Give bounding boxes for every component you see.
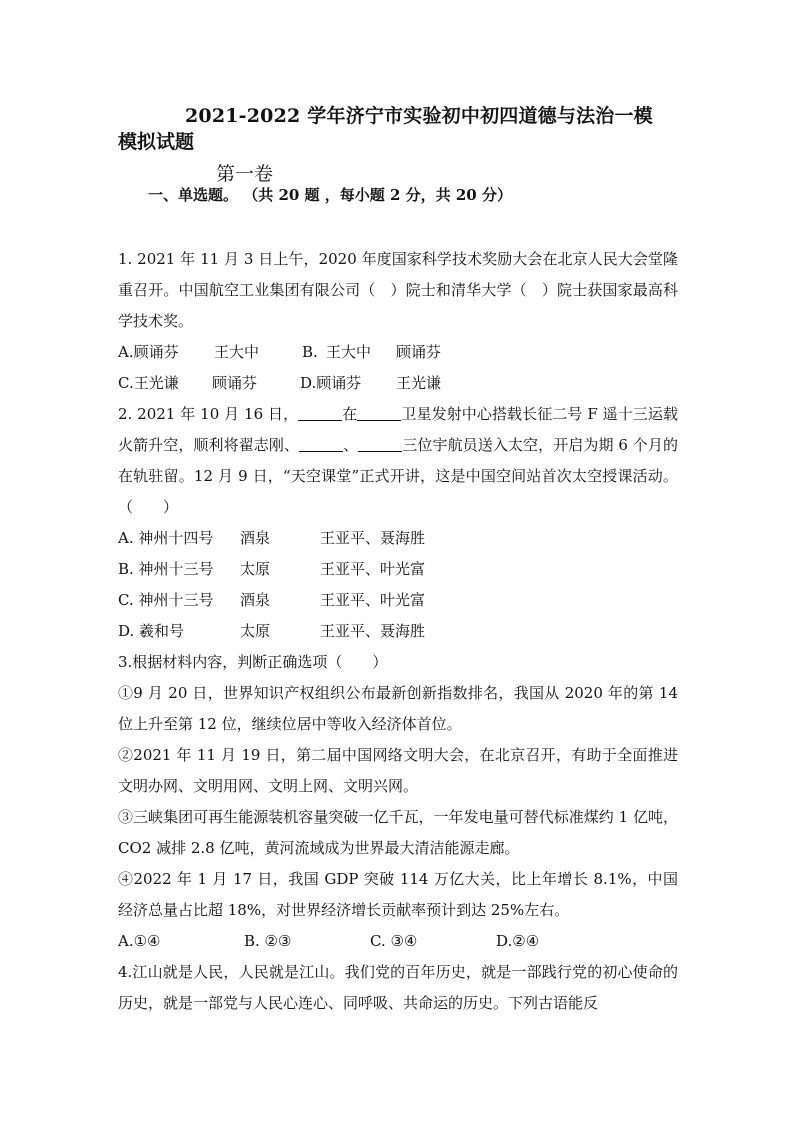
option-text: C. 神州十三号 [118, 591, 214, 609]
option-text: 王亚平、聂海胜 [320, 529, 426, 547]
exam-title-continued: 模拟试题 [118, 131, 195, 153]
question-4-stem: 4.江山就是人民，人民就是江山。我们党的百年历史，就是一部践行党的初心使命的历史，就是一部党与人民心连心、同呼吸、共命运的历史。下列古语能反 [118, 963, 678, 1012]
option-text: D.②④ [496, 932, 540, 950]
stem-part: 2. 2021 年 10 月 16 日， [118, 405, 299, 423]
stem-part: 卫星发射中心搭载长征二号 F 遥十三运载火箭升空，顺利将翟志刚、 [118, 405, 678, 454]
volume-heading: 第一卷 [216, 163, 274, 185]
question-3-options [118, 926, 678, 957]
option-text: A.①④ [118, 932, 161, 950]
option-text: B. ②③ [244, 932, 292, 950]
option-text: C.王光谦 [118, 374, 179, 392]
question-3-item-4: ④2022 年 1 月 17 日，我国 GDP 突破 114 万亿大关，比上年增长 8.1%，中国经济总量占比超 18%，对世界经济增长贡献率预计到达 25%左右。 [118, 870, 678, 919]
question-2-option-c [118, 585, 678, 616]
option-text: 酒泉 [240, 591, 271, 609]
option-text: B. 神州十三号 [118, 560, 214, 578]
option-text: 太原 [240, 622, 271, 640]
answer-blank [357, 404, 401, 421]
option-text: D. 羲和号 [118, 622, 185, 640]
option-text: 酒泉 [240, 529, 271, 547]
section-heading: 一、单选题。 （共 20 题 ，每小题 2 分，共 20 分） [148, 186, 512, 204]
stem-part: 、 [343, 436, 359, 454]
option-text: 王大中 [326, 343, 372, 361]
answer-blank [299, 435, 343, 452]
question-list [118, 244, 678, 1019]
question-3-item-1: ①9 月 20 日，世界知识产权组织公布最新创新指数排名，我国从 2020 年的第 14 位上升至第 12 位，继续位居中等收入经济体首位。 [118, 684, 678, 733]
option-text: A. 神州十四号 [118, 529, 214, 547]
stem-part: 三位宇航员送入太空，开启为期 6 个月的在轨驻留。12 月 9 日，“天空课堂”正式开讲，这是中国空间站首次太空授课活动。（ ） [118, 436, 678, 516]
option-text: 王亚平、叶光富 [320, 560, 426, 578]
question-3-item-3: ③三峡集团可再生能源装机容量突破一亿千瓦，一年发电量可替代标准煤约 1 亿吨，CO2 减排 2.8 亿吨，黄河流域成为世界最大清洁能源走廊。 [118, 808, 678, 857]
question-1-options-row2 [118, 368, 678, 399]
question-1-stem: 1. 2021 年 11 月 3 日上午，2020 年度国家科学技术奖励大会在北京人民大会堂隆重召开。中国航空工业集团有限公司（ ）院士和清华大学（ ）院士获国家最高科学技术奖。 [118, 250, 678, 330]
question-3-stem: 3.根据材料内容，判断正确选项（ ） [118, 653, 388, 671]
option-text: 王光谦 [396, 374, 442, 392]
option-text: D.顾诵芬 [300, 374, 362, 392]
option-text: A.顾诵芬 [118, 343, 179, 361]
option-text: 太原 [240, 560, 271, 578]
option-text: 顾诵芬 [212, 374, 258, 392]
question-2-stem [118, 399, 678, 523]
question-1-options-row1 [118, 337, 678, 368]
option-text: C. ③④ [370, 932, 418, 950]
question-3-item-2: ②2021 年 11 月 19 日，第二届中国网络文明大会，在北京召开，有助于全面推进文明办网、文明用网、文明上网、文明兴网。 [118, 746, 678, 795]
option-text: 王亚平、叶光富 [320, 591, 426, 609]
option-text: 王大中 [214, 343, 260, 361]
exam-title: 2021-2022 学年济宁市实验初中初四道德与法治一模 [185, 105, 653, 127]
option-text: 王亚平、聂海胜 [320, 622, 426, 640]
answer-blank [358, 435, 402, 452]
option-text: 顾诵芬 [396, 343, 442, 361]
question-2-option-a [118, 523, 678, 554]
question-2-option-d [118, 616, 678, 647]
answer-blank [298, 404, 342, 421]
option-letter: B. [302, 343, 318, 361]
stem-part: 在 [342, 405, 358, 423]
question-2-option-b [118, 554, 678, 585]
